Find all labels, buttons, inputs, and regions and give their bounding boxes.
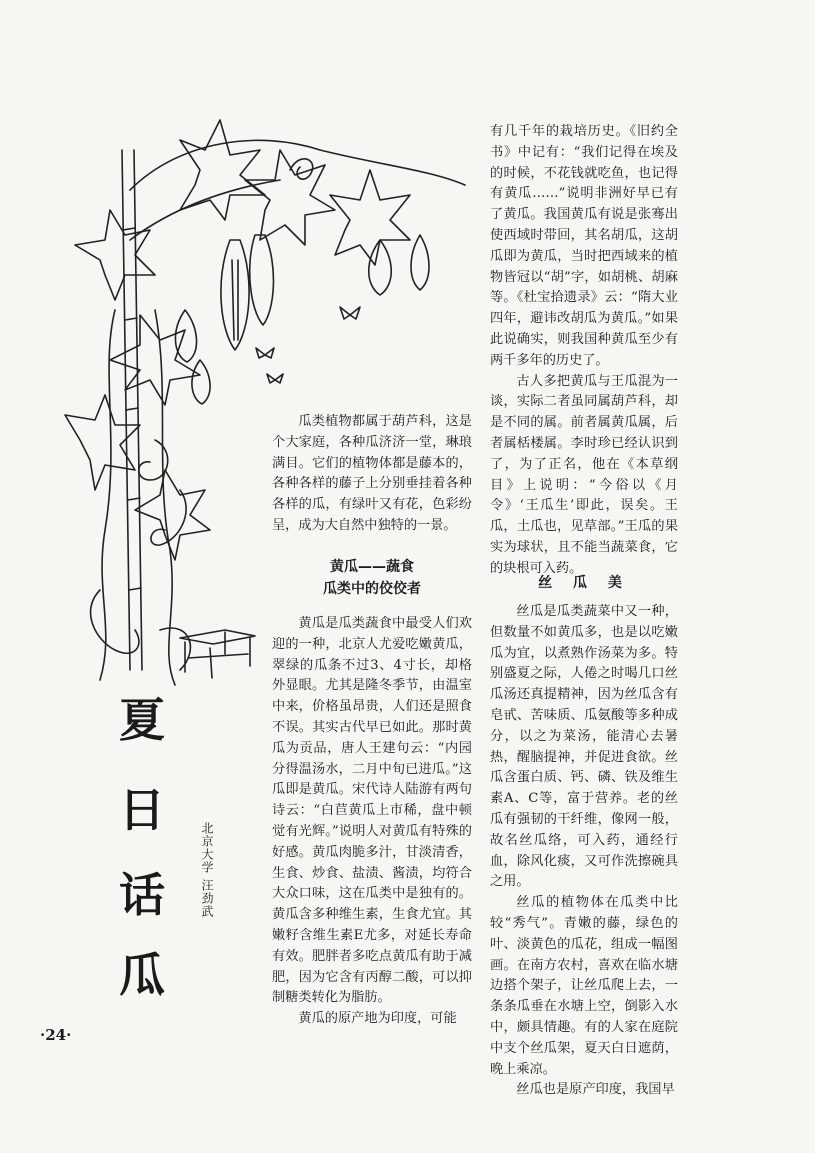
cucumber-paragraph-4: 古人多把黄瓜与王瓜混为一谈，实际二者虽同属葫芦科，却是不同的属。前者属黄瓜属，后者属栝楼属。李时珍已经认识到了，为了正名，他在《本草纲目》上说明：“今俗以《月令》‘王瓜生’即此，误矣。王瓜，土瓜也，见草部。”王瓜的果实为球状，且不能当蔬菜食，它的块根可入药。 xyxy=(490,373,678,576)
loofah-paragraph-1: 丝瓜是瓜类蔬菜中又一种，但数量不如黄瓜多，也是以吃嫩瓜为宜，以煮熟作汤菜为多。特别盛夏之际，人倦之时喝几口丝瓜汤还真提精神，因为丝瓜含有皂甙、苦味质、瓜氨酸等多种成分，以之为菜汤，能清心去暑热，醒脑提神，并促进食欲。丝瓜含蛋白质、钙、磷、铁及维生素A、C等，富于营养。老的丝瓜有强韧的干纤维，像网一般，故名丝瓜络，可入药，通经行血，除风化痰，又可作洗擦碗具之用。 xyxy=(490,604,678,890)
section-heading-loofah: 丝 瓜 美 xyxy=(538,575,630,591)
loofah-paragraph-2: 丝瓜的植物体在瓜类中比较“秀气”。青嫩的藤，绿色的叶、淡黄色的瓜花，组成一幅图画。在南方农村，喜欢在临水塘边搭个架子，让丝瓜爬上去，一条条瓜垂在水塘上空，倒影入水中，颇具情趣。有的人家在庭院中支个丝瓜架，夏天白日遮荫，晚上乘凉。 xyxy=(490,895,678,1077)
loofah-paragraph-3: 丝瓜也是原产印度，我国早 xyxy=(516,1082,675,1098)
cucumber-paragraph-1: 黄瓜是瓜类蔬食中最受人们欢迎的一种，北京人尤爱吃嫩黄瓜，翠绿的瓜条不过3、4寸长，却格外显眼。尤其是隆冬季节，由温室中来，价格虽昂贵，人们还是照食不误。其实古代早已如此。那时黄瓜为贡品，唐人王建句云：“内园分得温汤水，二月中旬已进瓜。”这瓜即是黄瓜。宋代诗人陆游有两句诗云：“白苣黄瓜上市稀，盘中顿觉有光辉。”说明人对黄瓜有特殊的好感。黄瓜肉脆多汁，甘淡清香，生食、炒食、盐渍、酱渍，均符合大众口味，这在瓜类中是独有的。黄瓜含多种维生素，生食尤宜。其嫩籽含维生素E尤多，对延长寿命有效。肥胖者多吃点黄瓜有助于减肥，因为它含有丙醇二酸，可以抑制糖类转化为脂肪。 xyxy=(272,616,472,1006)
intro-paragraph: 瓜类植物都属于葫芦科，这是个大家庭，各种瓜济济一堂，琳琅满目。它们的植物体都是藤本的，各种各样的藤子上分别垂挂着各种各样的瓜，有绿叶又有花，色彩纷呈，成为大自然中独特的一景。 xyxy=(272,414,472,533)
section-heading-line2: 瓜类中的佼佼者 xyxy=(323,581,421,597)
title-char-1: 夏 xyxy=(119,693,165,747)
title-char-4: 瓜 xyxy=(119,948,165,1002)
cucumber-paragraph-3: 有几千年的栽培历史。《旧约全书》中记有：“我们记得在埃及的时候，不花钱就吃鱼，也记得有黄瓜……”说明非洲好早已有了黄瓜。我国黄瓜有说是张骞出使西域时带回，其名胡瓜，这胡瓜即为黄瓜，当时把西域来的植物皆冠以“胡”字，如胡桃、胡麻等。《杜宝拾遗录》云：“隋大业四年，避讳改胡瓜为黄瓜。”如果此说确实，则我国种黄瓜至少有两千多年的历史了。 xyxy=(490,124,678,368)
title-char-2: 日 xyxy=(119,783,165,837)
author-byline: 北京大学 汪劲武 xyxy=(200,822,214,918)
title-char-3: 话 xyxy=(119,868,165,922)
loofah-column xyxy=(490,566,678,1101)
cucumber-paragraph-2: 黄瓜的原产地为印度，可能 xyxy=(298,1011,457,1027)
cucumber-column xyxy=(272,614,472,1030)
section-heading-cucumber xyxy=(272,556,472,600)
gourd-vine-illustration xyxy=(60,110,480,690)
right-column-top xyxy=(490,122,678,580)
page-number: ·24· xyxy=(40,1026,72,1044)
section-heading-line1: 黄瓜——蔬食 xyxy=(330,559,414,575)
